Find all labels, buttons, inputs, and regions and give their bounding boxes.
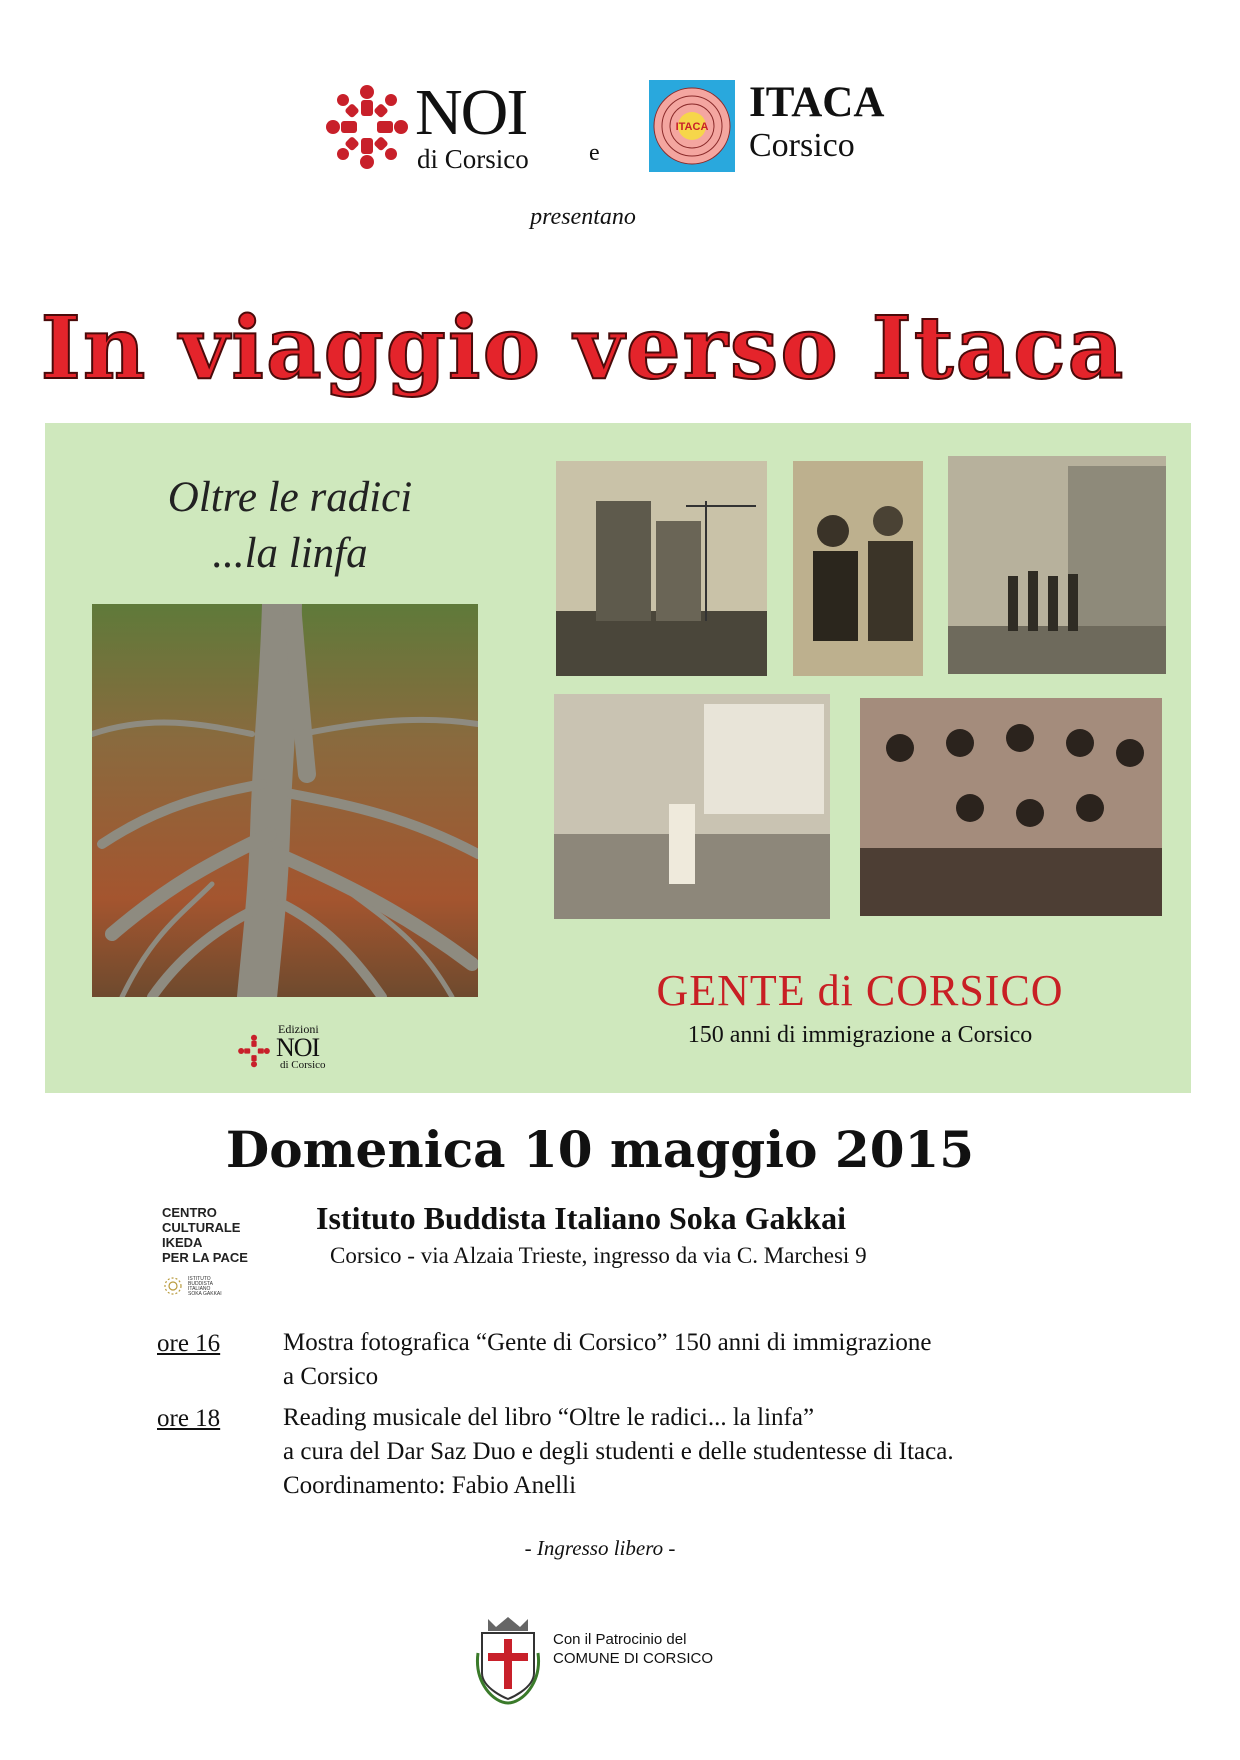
publisher-logo — [238, 1022, 348, 1072]
itaca-logo — [649, 80, 889, 172]
free-entry-note: - Ingresso libero - — [524, 1536, 676, 1560]
factory-workshop-photo — [554, 694, 830, 919]
publisher-name: NOI — [276, 1033, 320, 1062]
construction-workers-photo — [948, 456, 1166, 674]
city-crest-icon — [474, 1613, 542, 1705]
venue-address: Corsico - via Alzaia Trieste, ingresso da via C. Marchesi 9 — [330, 1243, 867, 1268]
presentano-text: presentano — [530, 204, 636, 230]
conjunction: e — [589, 140, 600, 166]
noi-logo-subtitle: di Corsico — [417, 144, 529, 174]
soka-gakkai-mini-logo: ISTITUTO BUDDISTA ITALIANO SOKA GAKKAI — [162, 1275, 282, 1299]
noi-logo-name: NOI — [415, 76, 527, 149]
itaca-badge-icon — [649, 80, 735, 172]
venue-name: Istituto Buddista Italiano Soka Gakkai — [316, 1200, 846, 1236]
apartment-blocks-photo — [556, 461, 767, 676]
itaca-logo-city: Corsico — [749, 127, 855, 164]
schedule-time: ore 16 — [157, 1330, 221, 1357]
ikeda-center-logo-text: CENTRO CULTURALE IKEDA PER LA PACE — [162, 1205, 248, 1265]
book-title-line1: Oltre le radici — [167, 474, 413, 521]
noi-logo — [325, 76, 555, 174]
publisher-edizioni: Edizioni — [278, 1022, 319, 1036]
poster-title: In viaggio verso Itaca — [40, 298, 1126, 399]
schedule-description: Reading musicale del libro “Oltre le radici... la linfa” a cura del Dar Saz Duo e degli studenti e delle studentesse di Itaca. Coordinamento: Fabio Anelli — [283, 1404, 954, 1499]
noi-people-circle-icon — [325, 82, 409, 172]
exhibition-title: GENTE di CORSICO — [656, 966, 1064, 1015]
itaca-logo-name: ITACA — [749, 79, 885, 126]
book-title — [125, 470, 455, 582]
workers-group-photo — [860, 698, 1162, 916]
soka-gakkai-flower-icon — [162, 1275, 184, 1297]
schedule-time: ore 18 — [157, 1405, 221, 1432]
publisher-subtitle: di Corsico — [280, 1059, 326, 1071]
event-date: Domenica 10 maggio 2015 — [225, 1120, 975, 1179]
schedule-description: Mostra fotografica “Gente di Corsico” 150 anni di immigrazione a Corsico — [283, 1329, 932, 1390]
tree-roots-photo — [92, 604, 478, 997]
patronage-text: Con il Patrocinio del COMUNE DI CORSICO — [553, 1631, 714, 1667]
ikeda-center-logo — [162, 1205, 282, 1295]
exhibition-subtitle: 150 anni di immigrazione a Corsico — [687, 1022, 1033, 1048]
immigrant-men-photo — [793, 461, 923, 676]
svg-text:ITACA: ITACA — [675, 121, 709, 133]
noi-people-circle-icon — [238, 1034, 270, 1068]
book-title-line2: ...la linfa — [212, 530, 368, 577]
